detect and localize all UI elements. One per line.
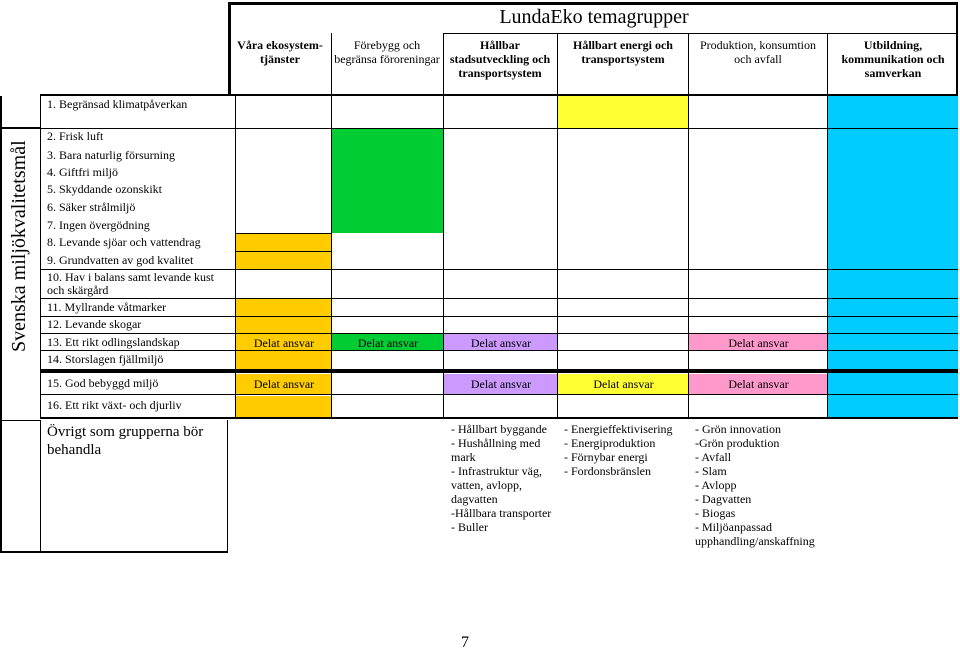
goal-12: 12. Levande skogar <box>47 317 142 331</box>
grid-line <box>444 33 958 34</box>
goal-11: 11. Myllrande våtmarker <box>47 300 167 314</box>
column-header-ekosystem: Våra ekosystem-tjänster <box>237 38 323 66</box>
orange-cell-row16 <box>236 396 332 417</box>
grid-line <box>40 128 958 129</box>
shared-label-row15-col5: Delat ansvar <box>728 377 789 391</box>
column-header-fororeningar: Förebygg och begränsa föroreningar <box>334 38 440 66</box>
orange-cell-row9 <box>236 252 332 269</box>
goal-4: 4. Giftfri miljö <box>47 165 118 179</box>
orange-cell-row8 <box>236 234 332 251</box>
grid-line <box>557 33 558 418</box>
yellow-cell-row1 <box>558 96 689 129</box>
grid-line <box>228 2 231 95</box>
other-topics-stadsutveckling: - Hållbart byggande - Hushållning med mark - Infrastruktur väg, vatten, avlopp, dagvatten -Hållbara transporter - Buller <box>451 422 552 534</box>
other-topics-produktion: - Grön innovation -Grön produktion - Avfall - Slam - Avlopp - Dagvatten - Biogas - Miljöanpassad upphandling/anskaffning <box>695 422 815 548</box>
grid-line <box>236 233 332 234</box>
goal-1: 1. Begränsad klimatpåverkan <box>47 97 188 111</box>
grid-line <box>443 33 444 418</box>
goal-5: 5. Skyddande ozonskikt <box>47 182 162 196</box>
goal-6: 6. Säker strålmiljö <box>47 200 136 214</box>
grid-line <box>827 33 828 418</box>
orange-cell-row14 <box>236 351 332 369</box>
grid-line <box>40 369 958 373</box>
grid-line <box>236 251 332 252</box>
goal-13: 13. Ett rikt odlingslandskap <box>47 335 180 349</box>
grid-line <box>956 2 958 95</box>
grid-line <box>40 316 958 317</box>
grid-line <box>40 394 958 395</box>
goal-9: 9. Grundvatten av god kvalitet <box>47 253 194 267</box>
goal-10: 10. Hav i balans samt levande kust och skärgård <box>47 270 214 297</box>
grid-line <box>688 33 689 418</box>
shared-label-row15-col4: Delat ansvar <box>593 377 654 391</box>
goal-8: 8. Levande sjöar och vattendrag <box>47 235 201 249</box>
column-header-energi: Hållbart energi och transportsystem <box>573 38 673 66</box>
goal-15: 15. God bebyggd miljö <box>47 376 159 390</box>
other-topics-label: Övrigt som grupperna bör behandla <box>47 424 204 458</box>
other-topics-energi: - Energieffektivisering - Energiproduktion - Förnybar energi - Fordonsbränslen <box>564 422 673 478</box>
grid-line <box>40 420 41 552</box>
shared-label-row13-col1: Delat ansvar <box>253 336 315 350</box>
grid-line <box>227 420 228 552</box>
grid-line <box>0 96 2 552</box>
grid-line <box>331 33 332 418</box>
column-header-produktion: Produktion, konsumtion och avfall <box>699 38 816 66</box>
grid-line <box>0 551 228 553</box>
grid-line <box>40 298 958 299</box>
shared-label-row13-col2: Delat ansvar <box>357 336 419 350</box>
grid-line <box>40 333 958 334</box>
shared-label-row13-col5: Delat ansvar <box>728 336 789 350</box>
shared-label-row13-col3: Delat ansvar <box>470 336 532 350</box>
goal-14: 14. Storslagen fjällmiljö <box>47 352 164 366</box>
page-number: 7 <box>461 634 469 651</box>
grid-line <box>40 417 958 419</box>
goal-2: 2. Frisk luft <box>47 129 104 143</box>
side-label: Svenska miljökvalitetsmål <box>8 140 30 352</box>
goal-3: 3. Bara naturlig försurning <box>47 148 175 162</box>
shared-label-row15-col3: Delat ansvar <box>470 377 532 391</box>
green-cells <box>332 129 444 233</box>
grid-line <box>228 2 958 5</box>
grid-line <box>40 94 958 96</box>
column-header-stadsutveckling: Hållbar stadsutveckling och transportsystem <box>449 38 551 80</box>
page-title: LundaEko temagrupper <box>499 6 689 28</box>
orange-cell-row11 <box>236 299 332 316</box>
orange-cell-row12 <box>236 316 332 333</box>
column-header-utbildning: Utbildning, kommunikation och samverkan <box>841 38 945 80</box>
goal-16: 16. Ett rikt växt- och djurliv <box>47 398 182 412</box>
grid-line <box>0 127 40 129</box>
grid-line <box>0 420 40 421</box>
shared-label-row15-col1: Delat ansvar <box>253 377 315 391</box>
goal-7: 7. Ingen övergödning <box>47 218 150 232</box>
